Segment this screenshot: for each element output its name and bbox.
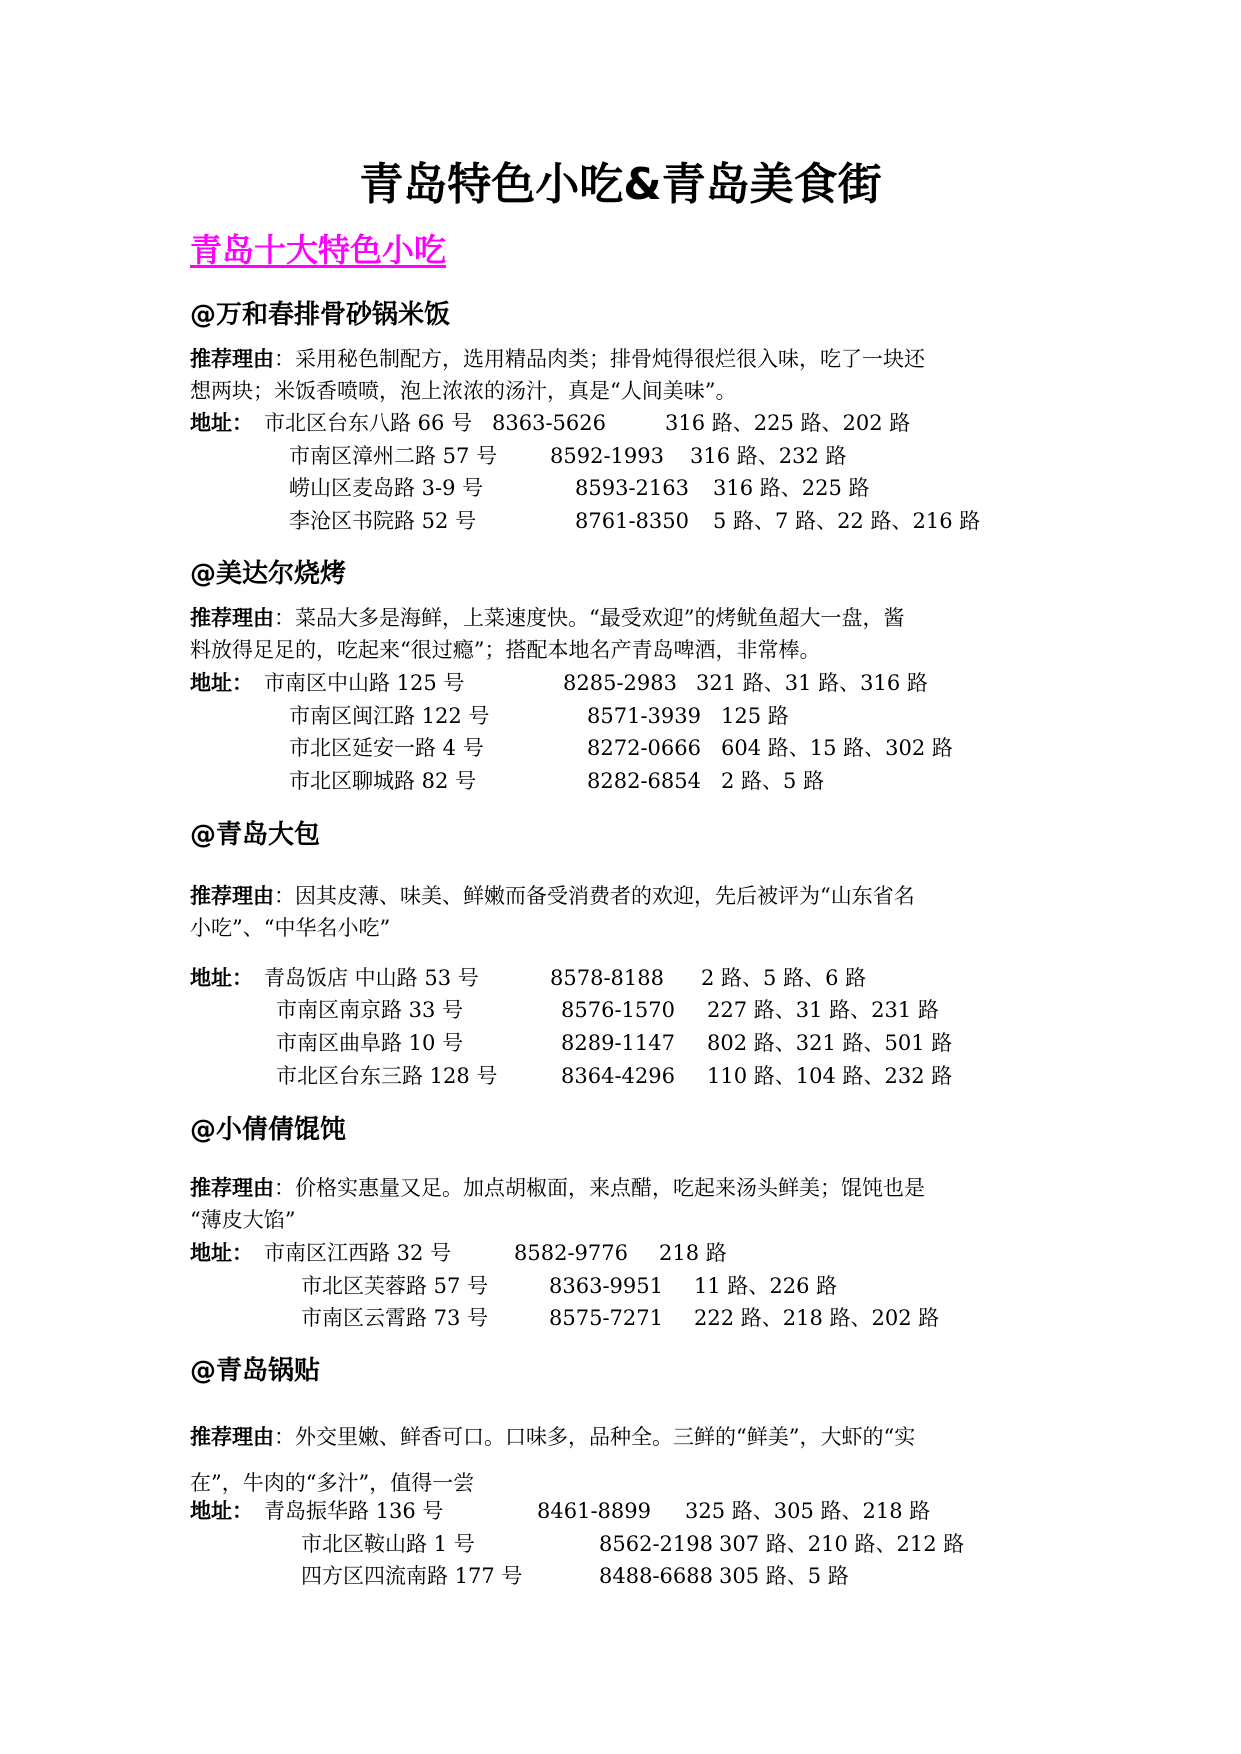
address-phone: 8582-9776 bbox=[514, 1241, 628, 1265]
address-bus: 2 路、5 路 bbox=[721, 769, 825, 793]
address-phone: 8285-2983 bbox=[563, 671, 677, 695]
reason-text-line: 在”，牛肉的“多汁”，值得一尝 bbox=[190, 1471, 475, 1495]
item-reason bbox=[190, 1414, 1068, 1506]
address-place: 市北区聊城路 82 号 bbox=[289, 769, 477, 793]
address-place: 市北区台东三路 128 号 bbox=[276, 1064, 498, 1088]
item-reason bbox=[190, 880, 1068, 944]
item-heading: @青岛大包 bbox=[190, 820, 321, 850]
address-place: 市南区云霄路 73 号 bbox=[301, 1306, 489, 1330]
reason-separator: ： bbox=[274, 1425, 295, 1449]
item-heading: @青岛锅贴 bbox=[190, 1356, 321, 1386]
address-place: 青岛振华路 136 号 bbox=[264, 1499, 444, 1523]
address-phone: 8272-0666 bbox=[587, 736, 701, 760]
address-phone: 8592-1993 bbox=[550, 444, 664, 468]
address-phone: 8576-1570 bbox=[561, 998, 675, 1022]
section-title[interactable]: 青岛十大特色小吃 bbox=[190, 231, 447, 269]
address-phone: 8562-2198 bbox=[599, 1532, 713, 1556]
reason-separator: ： bbox=[274, 1176, 295, 1200]
item-heading: @小倩倩馄饨 bbox=[190, 1115, 347, 1145]
reason-text-line: 因其皮薄、味美、鲜嫩而备受消费者的欢迎，先后被评为“山东省名 bbox=[295, 884, 915, 908]
address-bus: 218 路 bbox=[659, 1241, 727, 1265]
item-reason bbox=[190, 343, 1068, 407]
address-bus: 125 路 bbox=[721, 704, 789, 728]
address-place: 市南区漳州二路 57 号 bbox=[289, 444, 498, 468]
address-phone: 8761-8350 bbox=[575, 509, 689, 533]
address-place: 青岛饭店 中山路 53 号 bbox=[264, 966, 479, 990]
address-place: 市北区芙蓉路 57 号 bbox=[301, 1274, 489, 1298]
reason-text-line: “薄皮大馅” bbox=[190, 1208, 296, 1232]
address-place: 崂山区麦岛路 3-9 号 bbox=[289, 476, 484, 500]
reason-separator: ： bbox=[274, 884, 295, 908]
address-phone: 8578-8188 bbox=[550, 966, 664, 990]
address-phone: 8364-4296 bbox=[561, 1064, 675, 1088]
address-place: 市南区江西路 32 号 bbox=[264, 1241, 452, 1265]
address-bus: 316 路、225 路、202 路 bbox=[665, 411, 911, 435]
address-bus: 307 路、210 路、212 路 bbox=[719, 1532, 965, 1556]
reason-text-line: 小吃”、“中华名小吃” bbox=[190, 916, 391, 940]
address-phone: 8571-3939 bbox=[587, 704, 701, 728]
address-label: 地址： bbox=[190, 411, 253, 435]
reason-text-line: 想两块；米饭香喷喷，泡上浓浓的汤汁，真是“人间美味”。 bbox=[190, 379, 737, 403]
address-phone: 8593-2163 bbox=[575, 476, 689, 500]
address-bus: 227 路、31 路、231 路 bbox=[707, 998, 939, 1022]
address-phone: 8461-8899 bbox=[537, 1499, 651, 1523]
address-place: 市北区延安一路 4 号 bbox=[289, 736, 484, 760]
address-label: 地址： bbox=[190, 1241, 253, 1265]
reason-separator: ： bbox=[274, 606, 295, 630]
address-place: 市南区曲阜路 10 号 bbox=[276, 1031, 464, 1055]
item-heading: @美达尔烧烤 bbox=[190, 559, 347, 589]
reason-text-line: 价格实惠量又足。加点胡椒面，来点醋，吃起来汤头鲜美；馄饨也是 bbox=[295, 1176, 925, 1200]
reason-text-line: 外交里嫩、鲜香可口。口味多，品种全。三鲜的“鲜美”，大虾的“实 bbox=[295, 1425, 916, 1449]
address-bus: 321 路、31 路、316 路 bbox=[696, 671, 928, 695]
address-label: 地址： bbox=[190, 1499, 253, 1523]
address-phone: 8363-9951 bbox=[549, 1274, 663, 1298]
address-phone: 8289-1147 bbox=[561, 1031, 675, 1055]
reason-label: 推荐理由 bbox=[190, 1425, 274, 1449]
address-place: 市南区闽江路 122 号 bbox=[289, 704, 490, 728]
address-bus: 802 路、321 路、501 路 bbox=[707, 1031, 953, 1055]
reason-text-line: 采用秘色制配方，选用精品肉类；排骨炖得很烂很入味，吃了一块还 bbox=[295, 347, 925, 371]
address-bus: 604 路、15 路、302 路 bbox=[721, 736, 953, 760]
item-reason bbox=[190, 1172, 1068, 1236]
reason-text-line: 料放得足足的，吃起来“很过瘾”；搭配本地名产青岛啤酒，非常棒。 bbox=[190, 638, 821, 662]
address-bus: 325 路、305 路、218 路 bbox=[685, 1499, 931, 1523]
address-phone: 8363-5626 bbox=[492, 411, 606, 435]
document-title: 青岛特色小吃&青岛美食街 bbox=[359, 159, 882, 210]
address-place: 李沧区书院路 52 号 bbox=[289, 509, 477, 533]
address-phone: 8488-6688 bbox=[599, 1564, 713, 1588]
reason-label: 推荐理由 bbox=[190, 347, 274, 371]
address-phone: 8575-7271 bbox=[549, 1306, 663, 1330]
address-bus: 316 路、232 路 bbox=[690, 444, 847, 468]
address-place: 市南区南京路 33 号 bbox=[276, 998, 464, 1022]
reason-label: 推荐理由 bbox=[190, 606, 274, 630]
address-place: 市南区中山路 125 号 bbox=[264, 671, 465, 695]
item-heading: @万和春排骨砂锅米饭 bbox=[190, 300, 451, 330]
address-bus: 222 路、218 路、202 路 bbox=[694, 1306, 940, 1330]
address-phone: 8282-6854 bbox=[587, 769, 701, 793]
address-bus: 110 路、104 路、232 路 bbox=[707, 1064, 953, 1088]
address-label: 地址： bbox=[190, 966, 253, 990]
reason-text-line: 菜品大多是海鲜，上菜速度快。“最受欢迎”的烤鱿鱼超大一盘，酱 bbox=[295, 606, 905, 630]
address-bus: 11 路、226 路 bbox=[694, 1274, 838, 1298]
address-bus: 2 路、5 路、6 路 bbox=[701, 966, 867, 990]
reason-label: 推荐理由 bbox=[190, 884, 274, 908]
item-reason bbox=[190, 602, 1068, 666]
address-place: 市北区鞍山路 1 号 bbox=[301, 1532, 475, 1556]
reason-separator: ： bbox=[274, 347, 295, 371]
address-bus: 5 路、7 路、22 路、216 路 bbox=[713, 509, 981, 533]
reason-label: 推荐理由 bbox=[190, 1176, 274, 1200]
address-place: 四方区四流南路 177 号 bbox=[301, 1564, 523, 1588]
address-bus: 305 路、5 路 bbox=[719, 1564, 849, 1588]
address-place: 市北区台东八路 66 号 bbox=[264, 411, 473, 435]
address-bus: 316 路、225 路 bbox=[713, 476, 870, 500]
address-label: 地址： bbox=[190, 671, 253, 695]
